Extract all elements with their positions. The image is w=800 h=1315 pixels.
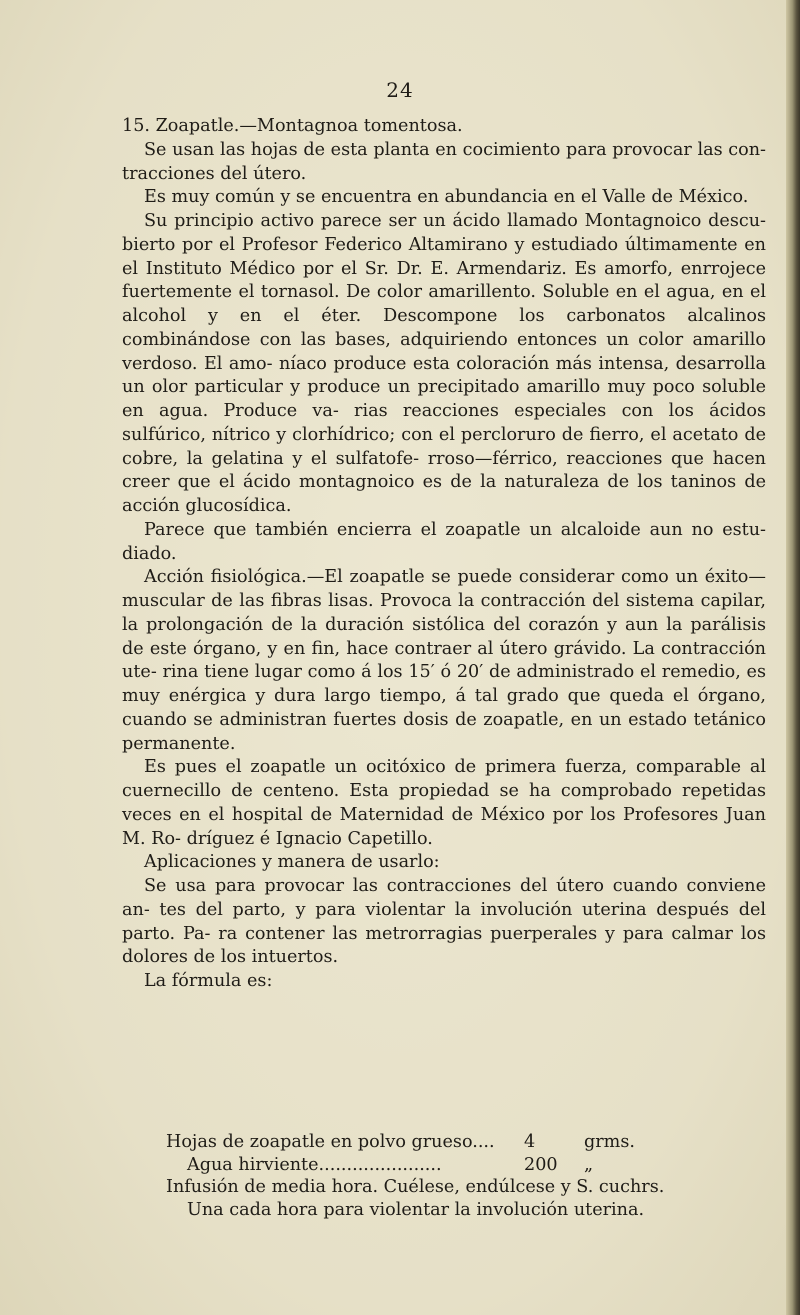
page-body — [122, 115, 766, 994]
formula-amount: 4 — [524, 1132, 536, 1152]
formula-block — [166, 1131, 726, 1221]
paragraph: La fórmula es: — [144, 971, 273, 991]
formula-unit: grms. — [584, 1132, 635, 1152]
paragraph: Se usan las hojas de esta planta en cocimiento para provocar las con- tracciones del útero. — [122, 139, 766, 184]
section-heading: 15. Zoapatle.—Montagnoa tomentosa. — [122, 116, 463, 136]
page-edge — [786, 0, 800, 1315]
paragraph: Se usa para provocar las contracciones del útero cuando conviene an- tes del parto, y para violentar la involución uterina después del parto. Pa- ra contener las metrorragias puerperales y para calmar los dolores de los intuertos. — [122, 876, 766, 968]
paragraph: Parece que también encierra el zoapatle un alcaloide aun no estu- diado. — [122, 519, 766, 564]
formula-instruction: Infusión de media hora. Cuélese, endúlcese y S. cuchrs. — [166, 1177, 665, 1197]
formula-item: Agua hirviente...................... — [187, 1154, 442, 1175]
paragraph: Su principio activo parece ser un ácido llamado Montagnoico descu- bierto por el Profesor Federico Altamirano y estudiado últimamente en el Instituto Médico por el Sr. Dr. E. Armendariz. Es amorfo, enrrojece fuertemente el tornasol. De color amarillento. Soluble en el agua, en el alcohol y en el éter. Descompone los carbonatos alcalinos combinándose con las bases, adquiriendo entonces un color amarillo verdoso. El amo- níaco produce esta coloración más intensa, desarrolla un olor particular y produce un precipitado amarillo muy poco soluble en agua. Produce va- rias reacciones especiales con los ácidos sulfúrico, nítrico y clorhídrico; con el percloruro de fierro, el acetato de cobre, la gelatina y el sulfatofe- rroso—férrico, reacciones que hacen creer que el ácido montagnoico es de la naturaleza de los taninos de acción glucosídica. — [122, 211, 766, 516]
paragraph: Aplicaciones y manera de usarlo: — [144, 852, 440, 873]
paragraph: Es pues el zoapatle un ocitóxico de primera fuerza, comparable al cuernecillo de centeno. Esta propiedad se ha comprobado repetidas veces en el hospital de Maternidad de México por los Profesores Juan M. Ro- dríguez é Ignacio Capetillo. — [122, 757, 766, 849]
formula-unit: „ — [584, 1154, 594, 1175]
formula-instruction: Una cada hora para violentar la involución uterina. — [187, 1199, 645, 1220]
formula-row — [166, 1131, 726, 1154]
paragraph: Acción fisiológica.—El zoapatle se puede considerar como un éxito— muscular de las fibras lisas. Provoca la contracción del sistema capilar, la prolongación de la duración sistólica del corazón y aun la parálisis de este órgano, y en fin, hace contraer al útero grávido. La contracción ute- rina tiene lugar como á los 15′ ó 20′ de administrado el remedio, es muy enérgica y dura largo tiempo, á tal grado que queda el órgano, cuando se administran fuertes dosis de zoapatle, en un estado tetánico permanente. — [122, 567, 766, 754]
formula-item: Hojas de zoapatle en polvo grueso.... — [166, 1132, 495, 1152]
formula-row — [166, 1154, 726, 1177]
formula-amount: 200 — [524, 1154, 558, 1175]
page-number: 24 — [386, 78, 414, 102]
paragraph: Es muy común y se encuentra en abundancia en el Valle de México. — [144, 187, 749, 208]
